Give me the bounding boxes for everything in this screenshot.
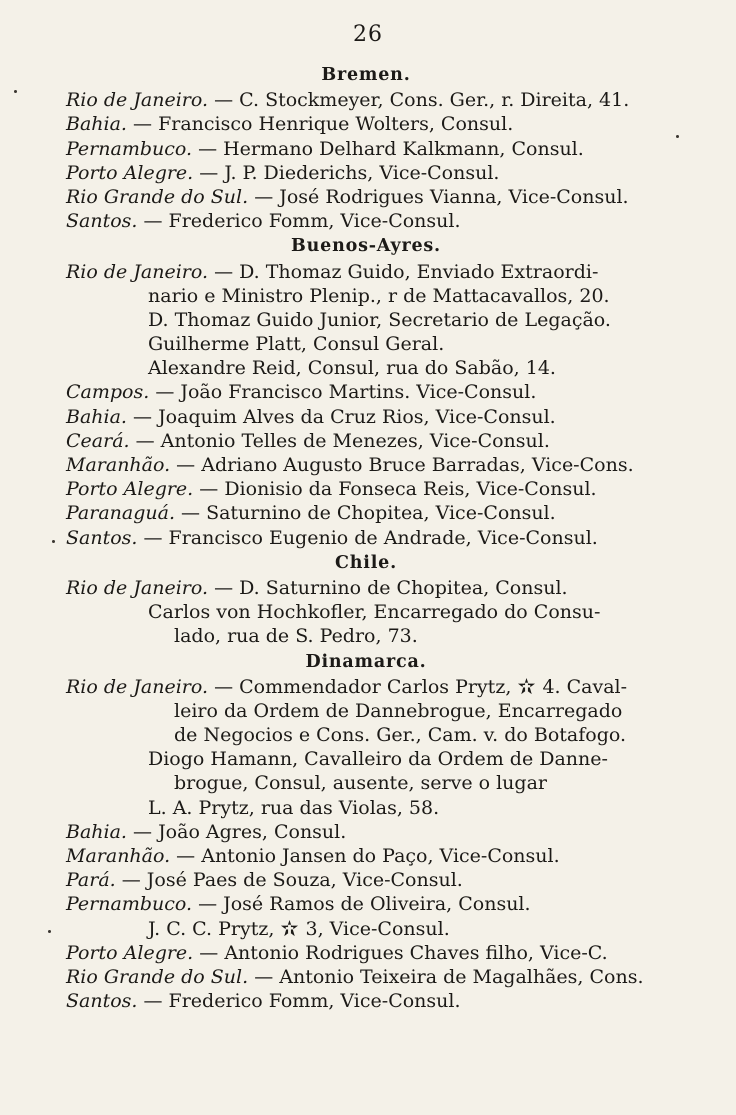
entry-text: — D. Thomaz Guido, Enviado Extraordi-	[208, 260, 599, 283]
place-name: Campos.	[66, 381, 150, 404]
entry-text: — Antonio Teixeira de Magalhães, Cons.	[248, 965, 644, 988]
place-name: Santos.	[66, 526, 138, 549]
entry-continuation: Alexandre Reid, Consul, rua do Sabão, 14.	[148, 357, 556, 380]
entry-text: J. C. C. Prytz,	[148, 917, 281, 940]
place-name: Porto Alegre.	[66, 941, 194, 964]
entry-text: — José Rodrigues Vianna, Vice-Consul.	[248, 185, 629, 208]
section-heading-buenos-ayres: Buenos-Ayres.	[291, 236, 441, 257]
entry-continuation: L. A. Prytz, rua das Violas, 58.	[148, 796, 440, 819]
place-name: Santos.	[66, 990, 138, 1013]
entry-line	[66, 209, 666, 233]
entry-continuation: Carlos von Hochkofler, Encarregado do Consu-	[148, 601, 601, 624]
entry-text: — Joaquim Alves da Cruz Rios, Vice-Consul.	[126, 405, 556, 428]
place-name: Paranaguá.	[66, 502, 175, 525]
entry-line	[66, 137, 666, 161]
entry-line	[66, 501, 666, 525]
place-name: Rio de Janeiro.	[66, 675, 209, 698]
entry-line	[66, 185, 666, 209]
section-heading-bremen: Bremen.	[321, 65, 411, 85]
entry-line	[66, 112, 666, 136]
entry-text: — Antonio Telles de Menezes, Vice-Consul.	[129, 429, 550, 452]
entry-continuation: de Negocios e Cons. Ger., Cam. v. do Botafogo.	[174, 724, 627, 747]
entry-continuation: leiro da Ordem de Dannebrogue, Encarregado	[174, 699, 623, 722]
page-number: 26	[353, 22, 383, 47]
entry-line	[66, 675, 666, 699]
section-heading-chile: Chile.	[335, 552, 397, 573]
entry-text: — Dionisio da Fonseca Reis, Vice-Consul.	[193, 478, 597, 501]
entry-line	[66, 868, 666, 892]
entry-text: — Antonio Jansen do Paço, Vice-Consul.	[170, 845, 560, 867]
entry-line	[66, 260, 666, 284]
entry-continuation: lado, rua de S. Pedro, 73.	[174, 625, 418, 648]
place-name: Rio Grande do Sul.	[66, 185, 249, 208]
order-cross-icon	[280, 919, 299, 938]
place-name: Pernambuco.	[66, 893, 193, 916]
paper-speck	[676, 135, 679, 138]
section-heading-dinamarca: Dinamarca.	[305, 651, 427, 672]
entry-text: — João Francisco Martins. Vice-Consul.	[149, 381, 537, 404]
place-name: Rio de Janeiro.	[66, 260, 209, 283]
place-name: Maranhão.	[66, 845, 171, 867]
entry-continuation: brogue, Consul, ausente, serve o lugar	[174, 772, 547, 795]
entry-text: — João Agres, Consul.	[126, 820, 347, 843]
entry-text: — Commendador Carlos Prytz,	[208, 675, 518, 698]
entry-text: — Antonio Rodrigues Chaves filho, Vice-C.	[193, 941, 608, 964]
entry-continuation: Diogo Hamann, Cavalleiro da Ordem de Danne-	[148, 748, 608, 771]
order-cross-icon	[517, 677, 536, 696]
entry-text: — Adriano Augusto Bruce Barradas, Vice-Cons.	[170, 454, 634, 476]
paper-speck	[52, 540, 55, 543]
entry-line	[66, 965, 666, 989]
paper-speck	[48, 930, 51, 933]
place-name: Bahia.	[66, 405, 127, 428]
entry-line	[66, 477, 666, 501]
entry-line	[66, 844, 666, 868]
entry-line	[66, 453, 666, 477]
entry-continuation: Guilherme Platt, Consul Geral.	[148, 333, 445, 356]
entry-line	[66, 429, 666, 453]
place-name: Ceará.	[66, 429, 130, 452]
place-name: Bahia.	[66, 820, 127, 843]
place-name: Rio de Janeiro.	[66, 576, 209, 599]
entry-text: — Frederico Fomm, Vice-Consul.	[137, 990, 461, 1013]
entry-line	[66, 576, 666, 600]
entry-text: — Francisco Eugenio de Andrade, Vice-Consul.	[137, 526, 598, 549]
place-name: Pernambuco.	[66, 137, 193, 160]
entry-text-after-icon: 4. Caval-	[536, 675, 628, 698]
entry-text: — José Paes de Souza, Vice-Consul.	[115, 869, 463, 892]
place-name: Porto Alegre.	[66, 478, 194, 501]
entry-line	[66, 161, 666, 185]
entry-line	[66, 526, 666, 550]
entry-line	[66, 88, 666, 112]
entry-continuation: nario e Ministro Plenip., r de Mattacavallos, 20.	[148, 284, 610, 307]
entry-line	[66, 820, 666, 844]
place-name: Pará.	[66, 869, 116, 892]
entry-continuation: D. Thomaz Guido Junior, Secretario de Legação.	[148, 308, 611, 331]
place-name: Rio Grande do Sul.	[66, 965, 249, 988]
entry-continuation	[66, 917, 666, 941]
entry-line	[66, 380, 666, 404]
entry-text: — Frederico Fomm, Vice-Consul.	[137, 210, 461, 233]
place-name: Bahia.	[66, 113, 127, 136]
entry-text: — D. Saturnino de Chopitea, Consul.	[208, 576, 568, 599]
entry-line	[66, 989, 666, 1013]
place-name: Santos.	[66, 210, 138, 233]
entry-text-after-icon: 3, Vice-Consul.	[299, 917, 450, 940]
consul-directory	[66, 62, 666, 1013]
entry-line	[66, 405, 666, 429]
place-name: Porto Alegre.	[66, 161, 194, 184]
place-name: Rio de Janeiro.	[66, 89, 209, 112]
entry-text: — Saturnino de Chopitea, Vice-Consul.	[175, 502, 556, 525]
entry-text: — José Ramos de Oliveira, Consul.	[192, 893, 531, 916]
entry-text: — J. P. Diederichs, Vice-Consul.	[193, 161, 500, 184]
entry-text: — Hermano Delhard Kalkmann, Consul.	[192, 137, 584, 160]
entry-text: — C. Stockmeyer, Cons. Ger., r. Direita, 41.	[208, 89, 630, 112]
paper-speck	[14, 90, 17, 93]
place-name: Maranhão.	[66, 454, 171, 476]
entry-line	[66, 941, 666, 965]
entry-text: — Francisco Henrique Wolters, Consul.	[126, 113, 514, 136]
entry-line	[66, 892, 666, 916]
